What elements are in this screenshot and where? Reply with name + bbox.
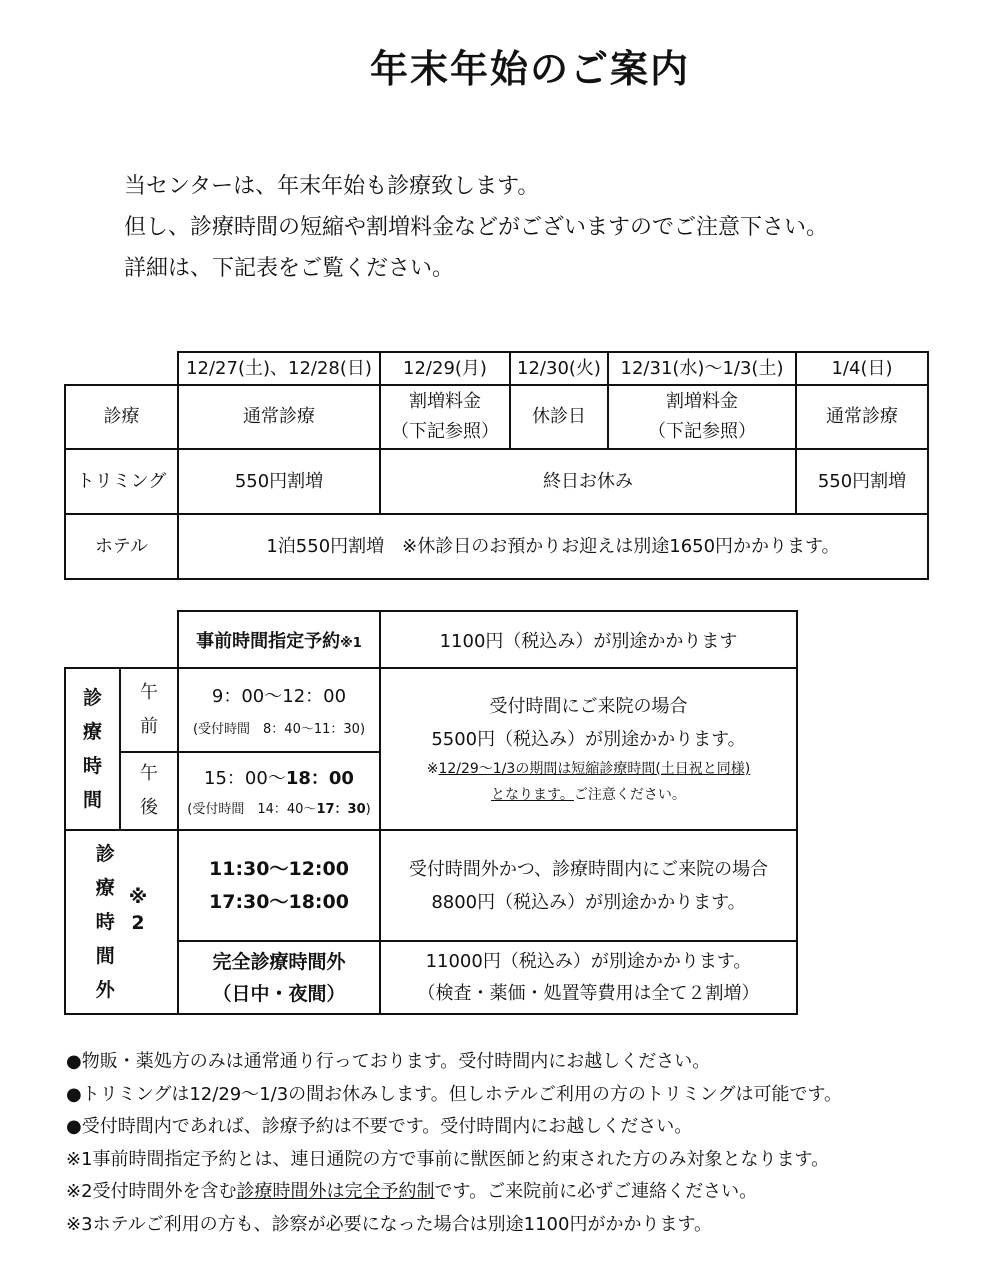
- pm-time-start: 15：00〜: [204, 768, 286, 789]
- outside-fee-line: 8800円（税込み）が別途かかります。: [431, 891, 746, 913]
- cell-line: 割増料金: [666, 391, 738, 412]
- table-row: [65, 449, 928, 514]
- table-row: [65, 668, 797, 752]
- hours-note: [381, 782, 796, 808]
- note-item: ●物販・薬処方のみは通常通り行っております。受付時間内にお越しください。: [66, 1051, 711, 1072]
- outside-mark: [129, 884, 147, 936]
- note-underlined: 診療時間外は完全予約制: [236, 1181, 435, 1202]
- outside-label-wrap: [66, 837, 177, 1007]
- table-row: [65, 611, 797, 668]
- outside-label-char: 外: [95, 979, 115, 1001]
- cell-line: （下記参照）: [391, 421, 499, 442]
- cell-value: 550円割増: [796, 449, 928, 514]
- cell-value: 1泊550円割増 ※休診日のお預かりお迎えは別途1650円かかります。: [178, 514, 928, 579]
- intro-line: 詳細は、下記表をご覧ください。: [124, 256, 455, 281]
- note-text: ご注意ください。: [573, 787, 686, 803]
- notes-list: [66, 1046, 842, 1241]
- note-text: です。ご来院前に必ずご連絡ください。: [434, 1181, 758, 1202]
- row-label: 診療: [65, 385, 178, 449]
- hours-label-char: 療: [82, 721, 102, 743]
- note-item: ●トリミングは12/29〜1/3の間お休みします。但しホテルご利用の方のトリミングは可能です。: [66, 1083, 843, 1105]
- am-label-char: 午: [140, 682, 158, 703]
- pm-label-char: 午: [140, 763, 158, 784]
- outside-label-char: 診: [95, 843, 115, 865]
- am-label: [120, 668, 178, 752]
- cell-value: 550円割増: [178, 449, 380, 514]
- pm-reception: [179, 798, 379, 822]
- note-text: ※2受付時間外を含む: [66, 1181, 237, 1202]
- page-title: 年末年始のご案内: [369, 47, 690, 91]
- schedule-table: [64, 351, 929, 580]
- outside-label-char: 時: [95, 911, 115, 933]
- intro-text: [124, 166, 828, 289]
- table-row: [65, 514, 928, 579]
- complete-fee-line: （検査・薬価・処置等費用は全て２割増）: [417, 982, 760, 1004]
- table-row: [65, 830, 797, 941]
- date-header: 12/29(月): [380, 352, 510, 385]
- note-item: [66, 1176, 842, 1209]
- hours-fee: [380, 668, 797, 830]
- note-mark: ※: [426, 761, 439, 777]
- cell-line: 割増料金: [409, 391, 481, 412]
- hours-label: [65, 668, 120, 830]
- cell-surcharge: [380, 385, 510, 449]
- outside-label-char: 間: [95, 945, 115, 967]
- intro-line: 当センターは、年末年始も診療致します。: [124, 174, 540, 199]
- row-label: トリミング: [65, 449, 178, 514]
- am-time: 9：00〜12：00: [211, 686, 347, 707]
- outside-mark-char: ※: [128, 886, 148, 908]
- date-header: 1/4(日): [796, 352, 928, 385]
- complete-fee: [380, 941, 797, 1014]
- am-reception: (受付時間 8：40〜11：30): [192, 722, 366, 737]
- cell-line: （下記参照）: [648, 421, 756, 442]
- hours-fee-line: 5500円（税込み）が別途かかります。: [431, 729, 746, 750]
- date-header: 12/30(火): [510, 352, 608, 385]
- empty-cell: [65, 611, 178, 668]
- cell-normal: 通常診療: [796, 385, 928, 449]
- outside-fee: [380, 830, 797, 941]
- pm-time: [179, 760, 379, 798]
- note-underlined: 12/29〜1/3の期間は短縮診療時間(土日祝と同様): [438, 761, 751, 777]
- outside-fee-line: 受付時間外かつ、診療時間内にご来院の場合: [408, 858, 769, 880]
- note-underlined: となります。: [491, 787, 574, 803]
- note-item: ●受付時間内であれば、診療予約は不要です。受付時間内にお越しください。: [66, 1116, 693, 1137]
- note-item: ※1事前時間指定予約とは、連日通院の方で事前に獣医師と約束された方のみ対象となります。: [66, 1148, 830, 1170]
- outside-label-chars: [96, 837, 115, 1007]
- hours-fee-line: 受付時間にご来院の場合: [489, 696, 688, 717]
- am-label-char: 前: [140, 716, 158, 737]
- outside-time: 11:30〜12:00: [209, 857, 349, 880]
- cell-surcharge: [608, 385, 796, 449]
- cell-closed: 休診日: [510, 385, 608, 449]
- outside-label-char: 療: [95, 877, 115, 899]
- fee-table: [64, 610, 798, 1015]
- hours-label-char: 診: [82, 687, 102, 709]
- hours-label-char: 間: [82, 789, 102, 811]
- pm-reception-close: ): [365, 802, 371, 817]
- reserve-mark: ※1: [340, 635, 362, 651]
- complete-label: [178, 941, 380, 1014]
- pm-reception-start: (受付時間 14：40〜: [187, 802, 317, 817]
- complete-label-line: （日中・夜間）: [212, 982, 346, 1005]
- table-row: [65, 385, 928, 449]
- reserve-label: [178, 611, 380, 668]
- empty-cell: [65, 352, 178, 385]
- pm-hours: [178, 752, 380, 830]
- outside-label: [65, 830, 178, 1014]
- reserve-label-text: 事前時間指定予約: [196, 630, 341, 652]
- pm-label: [120, 752, 178, 830]
- row-label: ホテル: [65, 514, 178, 579]
- cell-value: 終日お休み: [380, 449, 796, 514]
- am-hours: [178, 668, 380, 752]
- reserve-fee: 1100円（税込み）が別途かかります: [380, 611, 797, 668]
- outside-times: [178, 830, 380, 941]
- date-header: 12/31(水)〜1/3(土): [608, 352, 796, 385]
- outside-time: 17:30〜18:00: [209, 890, 349, 913]
- schedule-header-row: [65, 352, 928, 385]
- pm-time-end: 18：00: [285, 768, 354, 789]
- note-item: ※3ホテルご利用の方も、診察が必要になった場合は別途1100円がかかります。: [66, 1213, 712, 1235]
- hours-label-char: 時: [82, 755, 102, 777]
- intro-line: 但し、診療時間の短縮や割増料金などがございますのでご注意下さい。: [124, 215, 829, 240]
- date-header: 12/27(土)、12/28(日): [178, 352, 380, 385]
- pm-label-char: 後: [140, 797, 158, 818]
- cell-normal: 通常診療: [178, 385, 380, 449]
- complete-fee-line: 11000円（税込み）が別途かかります。: [425, 950, 752, 972]
- pm-reception-end: 17：30: [316, 802, 366, 817]
- hours-note: [381, 756, 796, 782]
- outside-mark-char: 2: [131, 912, 145, 934]
- complete-label-line: 完全診療時間外: [212, 950, 346, 973]
